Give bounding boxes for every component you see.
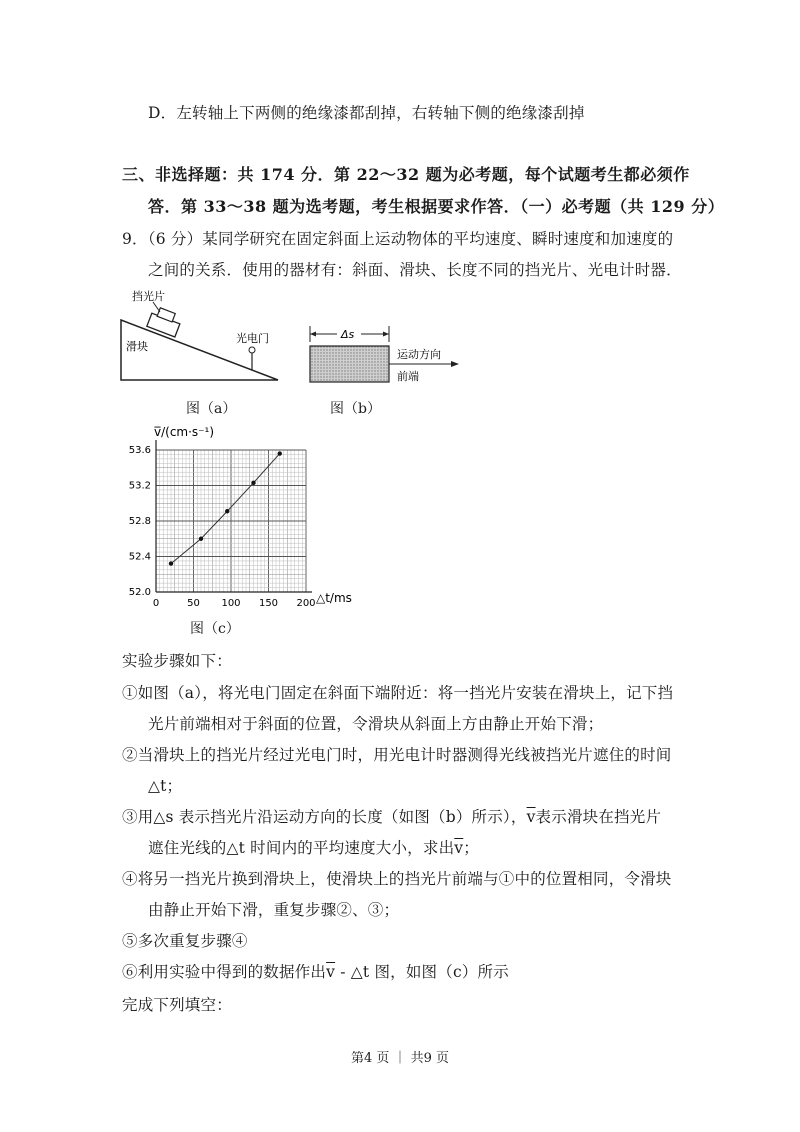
- figure-b-caption: 图（b）: [330, 401, 381, 417]
- v-bar-symbol: $\overline{v}$: [326, 963, 336, 981]
- step6-pre: ⑥利用实验中得到的数据作出: [122, 963, 327, 981]
- ds-arrowhead-left: [310, 332, 316, 337]
- data-point: [225, 509, 229, 513]
- shade-pointer: [153, 302, 160, 312]
- step3-line2-pre: 遮住光线的△t 时间内的平均速度大小，求出: [148, 839, 455, 857]
- v-bar-symbol: $\overline{v}$: [526, 808, 536, 826]
- step2-line1: ②当滑块上的挡光片经过光电门时，用光电计时器测得光线被挡光片遮住的时间: [122, 746, 672, 764]
- data-point: [251, 481, 255, 485]
- figure-a-caption: 图（a）: [186, 401, 237, 417]
- page-footer: 第4 页 ｜ 共9 页: [350, 1051, 450, 1066]
- figure-a-incline: [118, 288, 288, 388]
- x-tick-label: 100: [221, 598, 241, 609]
- steps-intro: 实验步骤如下：: [122, 652, 232, 670]
- x-tick-label: 50: [187, 598, 200, 609]
- y-tick-label: 52.4: [128, 551, 151, 563]
- gate-head: [249, 347, 255, 353]
- step3-line2-post: ；: [463, 839, 479, 857]
- ds-arrowhead-right: [383, 332, 389, 337]
- step1-line2: 光片前端相对于斜面的位置，令滑块从斜面上方由静止开始下滑；: [148, 715, 604, 733]
- x-tick-label: 0: [152, 598, 160, 609]
- data-point: [169, 561, 173, 565]
- figure-c-graph: [118, 420, 378, 616]
- step3-line1-post: 表示滑块在挡光片: [535, 808, 662, 826]
- label-front: 前端: [397, 370, 419, 383]
- y-tick-label: 52.8: [128, 516, 151, 527]
- v-bar-symbol: $\overline{v}$: [454, 839, 464, 857]
- y-tick-label: 53.2: [128, 480, 151, 492]
- data-point: [278, 451, 282, 455]
- step3-line1-pre: ③用△s 表示挡光片沿运动方向的长度（如图（b）所示），: [122, 808, 527, 826]
- step4-line1: ④将另一挡光片换到滑块上，使滑块上的挡光片前端与①中的位置相同，令滑块: [122, 870, 672, 888]
- shade-strip: [310, 346, 389, 382]
- label-ds: Δs: [341, 328, 355, 341]
- step6-post: - △t 图，如图（c）所示: [335, 963, 509, 981]
- label-slider: 滑块: [126, 340, 148, 353]
- y-axis-label: v̅/(cm·s⁻¹): [154, 425, 215, 439]
- label-shade: 挡光片: [132, 290, 165, 303]
- x-tick-label: 200: [296, 598, 316, 609]
- question-line2: 之间的关系．使用的器材有：斜面、滑块、长度不同的挡光片、光电计时器．: [148, 261, 682, 279]
- fit-line: [171, 454, 280, 564]
- y-tick-label: 52.0: [128, 587, 151, 598]
- x-tick-label: 150: [258, 598, 279, 609]
- step1-line1: ①如图（a），将光电门固定在斜面下端附近：将一挡光片安装在滑块上，记下挡: [122, 684, 674, 702]
- label-direction: 运动方向: [397, 348, 441, 361]
- label-gate: 光电门: [236, 332, 269, 345]
- step4-line2: 由静止开始下滑，重复步骤②、③；: [148, 901, 400, 919]
- section-heading-line2: 答．第 33～38 题为选考题，考生根据要求作答．（一）必考题（共 129 分）: [148, 197, 725, 216]
- question-line1: 9．（6 分）某同学研究在固定斜面上运动物体的平均速度、瞬时速度和加速度的: [122, 230, 674, 248]
- option-d: D．左转轴上下两侧的绝缘漆都刮掉，右转轴下侧的绝缘漆刮掉: [148, 104, 585, 122]
- data-point: [199, 537, 203, 541]
- y-tick-label: 53.6: [128, 445, 151, 456]
- step3-line1: [122, 806, 661, 828]
- x-axis-label: △t/ms: [316, 591, 352, 605]
- figure-c-caption: 图（c）: [190, 621, 240, 637]
- section-heading-line1: 三、非选择题：共 174 分．第 22～32 题为必考题，每个试题考生都必须作: [122, 165, 690, 184]
- figure-b-shade: [305, 322, 465, 388]
- step2-line2: △t；: [148, 777, 183, 795]
- step6: [122, 961, 509, 983]
- fill-instruction: 完成下列填空：: [122, 996, 232, 1014]
- direction-arrowhead: [451, 361, 459, 367]
- step3-line2: [148, 837, 479, 859]
- step5: ⑤多次重复步骤④: [122, 932, 248, 950]
